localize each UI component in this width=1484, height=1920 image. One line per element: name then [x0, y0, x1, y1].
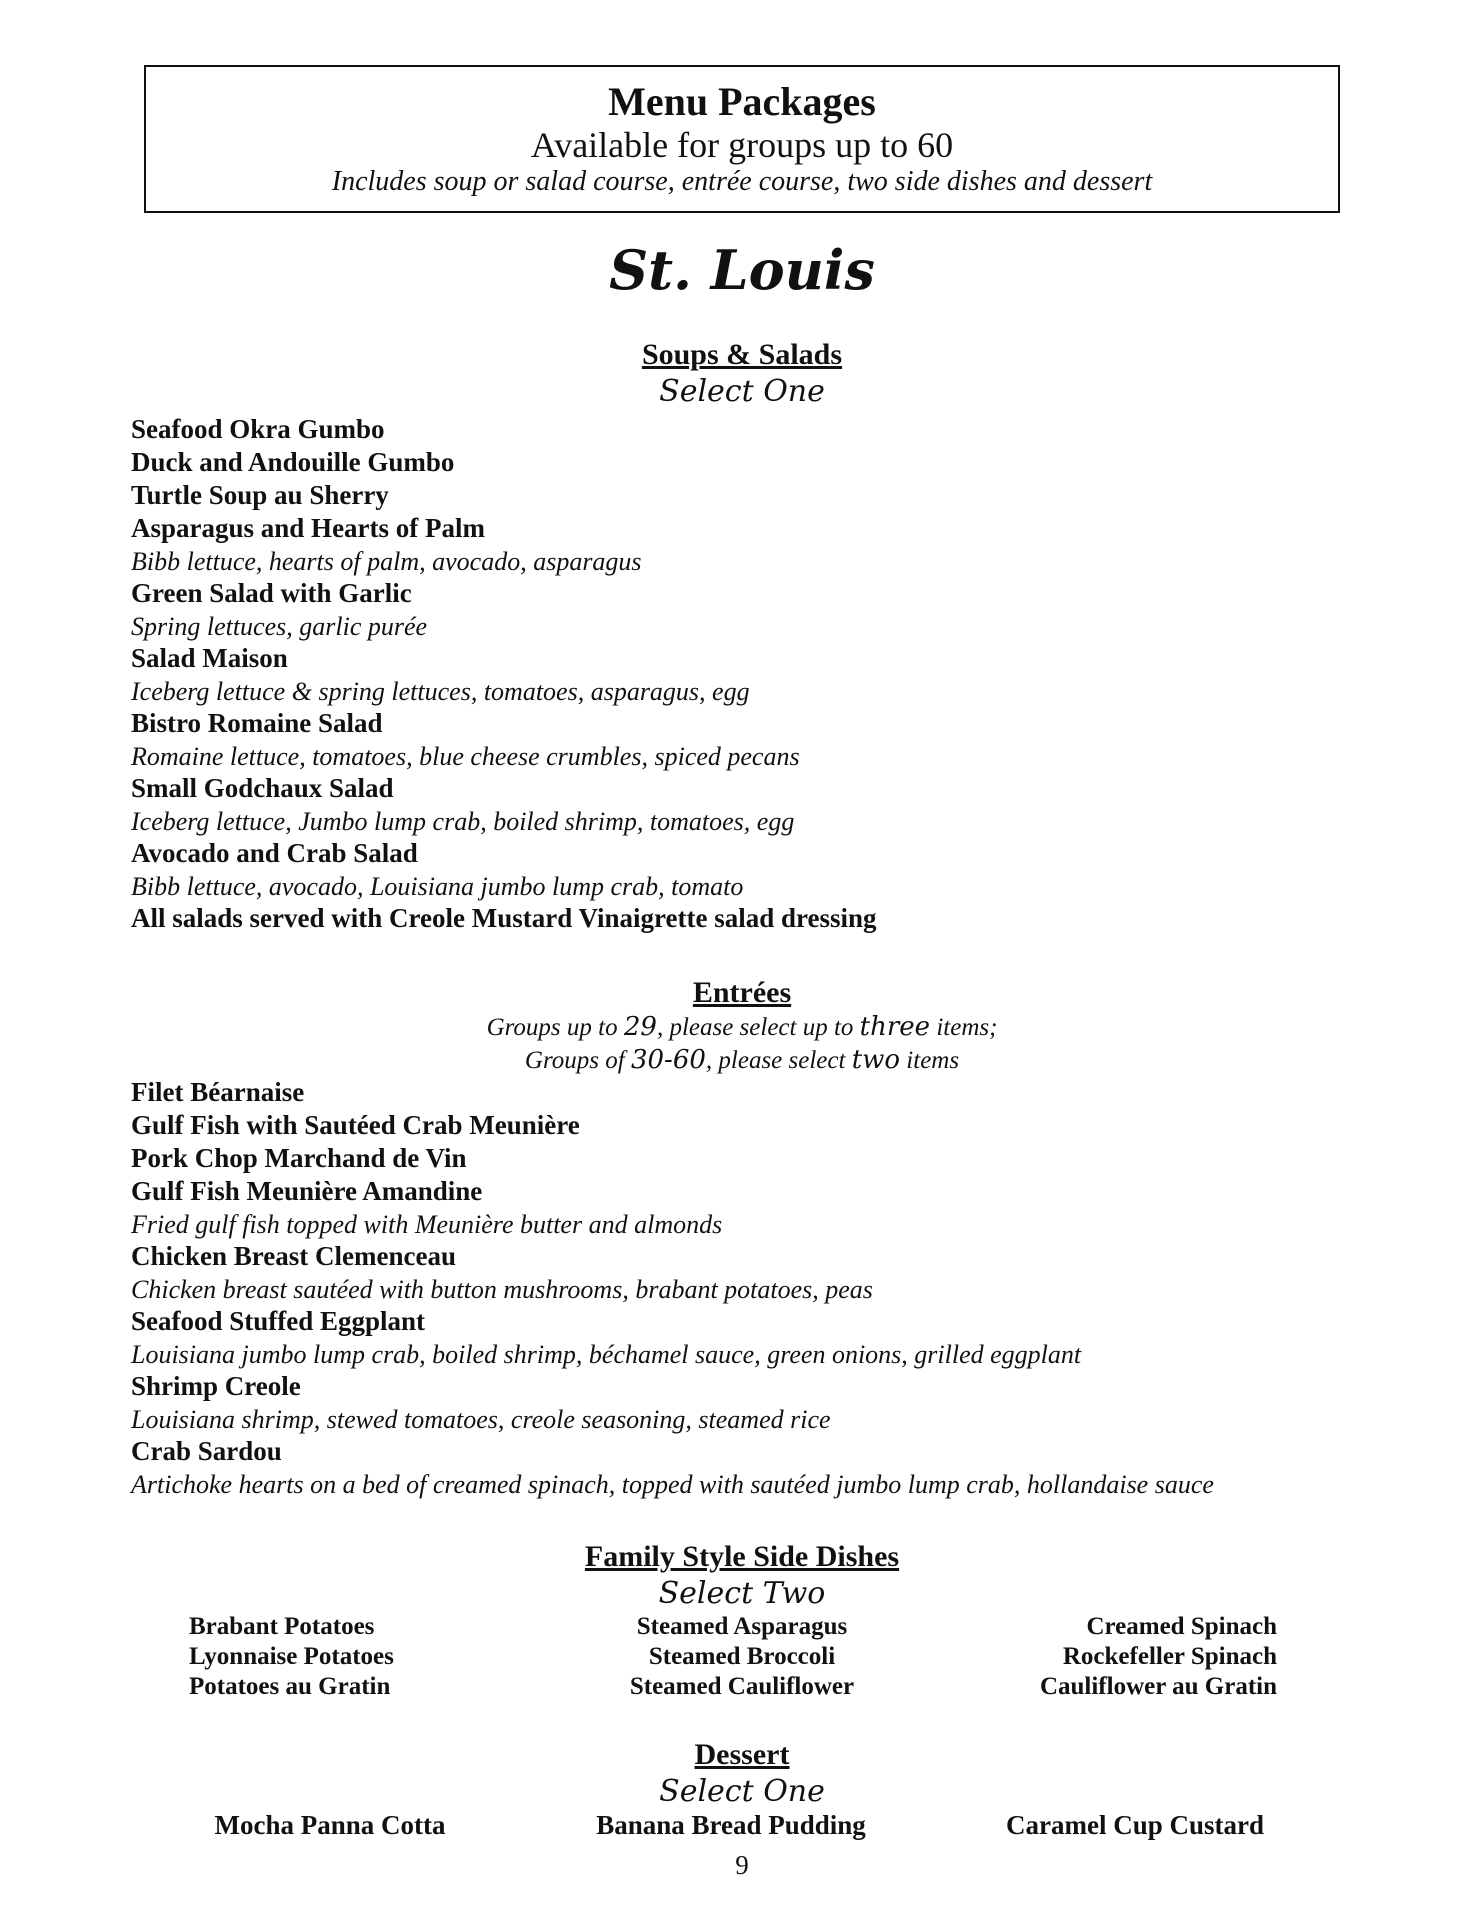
menu-item: Chicken Breast Clemenceau — [131, 1241, 456, 1271]
menu-item-description: Artichoke hearts on a bed of creamed spinach, topped with sautéed jumbo lump crab, hollandaise sauce — [131, 1470, 1214, 1499]
side-dishes-column-right — [1040, 1612, 1277, 1702]
menu-item: Shrimp Creole — [131, 1371, 301, 1401]
rule-highlight: 30-60 — [630, 1045, 706, 1075]
menu-packages-box — [144, 65, 1340, 213]
side-dish-item: Steamed Asparagus — [636, 1613, 848, 1640]
rule-text: items; — [930, 1014, 998, 1041]
salad-dressing-note: All salads served with Creole Mustard Vinaigrette salad dressing — [131, 903, 877, 933]
rule-text: , please select up to — [656, 1014, 860, 1041]
side-dish-item: Cauliflower au Gratin — [1039, 1673, 1277, 1700]
menu-item: Filet Béarnaise — [131, 1077, 305, 1107]
menu-item: Gulf Fish Meunière Amandine — [131, 1176, 483, 1206]
menu-item: Crab Sardou — [131, 1436, 282, 1466]
menu-item-description: Louisiana shrimp, stewed tomatoes, creole seasoning, steamed rice — [131, 1405, 831, 1434]
menu-item-description: Iceberg lettuce & spring lettuces, tomatoes, asparagus, egg — [131, 677, 750, 706]
menu-item-description: Bibb lettuce, hearts of palm, avocado, asparagus — [131, 547, 642, 576]
dessert-item: Caramel Cup Custard — [1005, 1810, 1264, 1840]
dessert-list — [0, 1808, 1484, 1844]
menu-item: Green Salad with Garlic — [131, 578, 412, 608]
package-includes-note: Includes soup or salad course, entrée course, two side dishes and dessert — [331, 166, 1153, 197]
dessert-item: Mocha Panna Cotta — [214, 1810, 446, 1840]
rule-text: Groups of — [524, 1047, 631, 1074]
rule-text: Groups up to — [486, 1014, 624, 1041]
side-dish-item: Lyonnaise Potatoes — [189, 1643, 394, 1670]
dessert-item: Banana Bread Pudding — [596, 1810, 866, 1840]
rule-text: , please select — [705, 1047, 852, 1074]
menu-item: Duck and Andouille Gumbo — [131, 447, 455, 477]
menu-item: Gulf Fish with Sautéed Crab Meunière — [131, 1110, 580, 1140]
menu-item: Turtle Soup au Sherry — [131, 480, 389, 510]
side-dish-item: Creamed Spinach — [1086, 1613, 1277, 1640]
dessert-heading: Dessert — [694, 1738, 790, 1771]
soups-salads-list — [131, 413, 1331, 935]
venue-title: St. Louis — [609, 238, 875, 302]
menu-item-description: Spring lettuces, garlic purée — [131, 612, 428, 641]
menu-item: Avocado and Crab Salad — [131, 838, 418, 868]
menu-item-description: Iceberg lettuce, Jumbo lump crab, boiled shrimp, tomatoes, egg — [131, 807, 795, 836]
menu-item-description: Louisiana jumbo lump crab, boiled shrimp, béchamel sauce, green onions, grilled eggplant — [131, 1340, 1082, 1369]
menu-item-description: Chicken breast sautéed with button mushrooms, brabant potatoes, peas — [131, 1275, 873, 1304]
entrees-list — [131, 1076, 1331, 1500]
menu-item: Bistro Romaine Salad — [131, 708, 383, 738]
side-dish-item: Potatoes au Gratin — [189, 1673, 391, 1700]
side-dish-item: Steamed Cauliflower — [629, 1673, 855, 1700]
menu-item: Seafood Stuffed Eggplant — [131, 1306, 426, 1336]
menu-item: Pork Chop Marchand de Vin — [131, 1143, 467, 1173]
rule-highlight: three — [859, 1012, 931, 1042]
side-dish-item: Rockefeller Spinach — [1062, 1643, 1277, 1670]
menu-item-description: Bibb lettuce, avocado, Louisiana jumbo lump crab, tomato — [131, 872, 744, 901]
rule-text: items — [900, 1047, 960, 1074]
menu-item: Asparagus and Hearts of Palm — [131, 513, 486, 543]
side-dishes-column-left — [189, 1612, 394, 1702]
side-dish-item: Steamed Broccoli — [648, 1643, 836, 1670]
soups-salads-heading: Soups & Salads — [641, 338, 843, 371]
dessert-select: Select One — [659, 1774, 825, 1809]
page-number: 9 — [735, 1850, 749, 1880]
menu-packages-title: Menu Packages — [608, 79, 876, 124]
side-dish-item: Brabant Potatoes — [189, 1613, 375, 1640]
entrees-heading: Entrées — [692, 976, 792, 1009]
side-dishes-grid — [0, 1612, 1484, 1704]
menu-item: Small Godchaux Salad — [131, 773, 394, 803]
side-dishes-select: Select Two — [658, 1576, 826, 1611]
rule-highlight: two — [851, 1045, 901, 1075]
side-dishes-column-middle — [542, 1612, 942, 1702]
soups-salads-select: Select One — [659, 374, 825, 409]
menu-item: Seafood Okra Gumbo — [131, 414, 385, 444]
menu-item: Salad Maison — [131, 643, 288, 673]
menu-item-description: Fried gulf fish topped with Meunière butter and almonds — [131, 1210, 723, 1239]
side-dishes-heading: Family Style Side Dishes — [584, 1540, 900, 1573]
entree-rule-small-groups — [0, 1011, 1484, 1044]
group-size-subtitle: Available for groups up to 60 — [530, 125, 954, 165]
entree-rule-large-groups — [0, 1044, 1484, 1077]
menu-item-description: Romaine lettuce, tomatoes, blue cheese crumbles, spiced pecans — [131, 742, 800, 771]
rule-highlight: 29 — [623, 1012, 657, 1042]
